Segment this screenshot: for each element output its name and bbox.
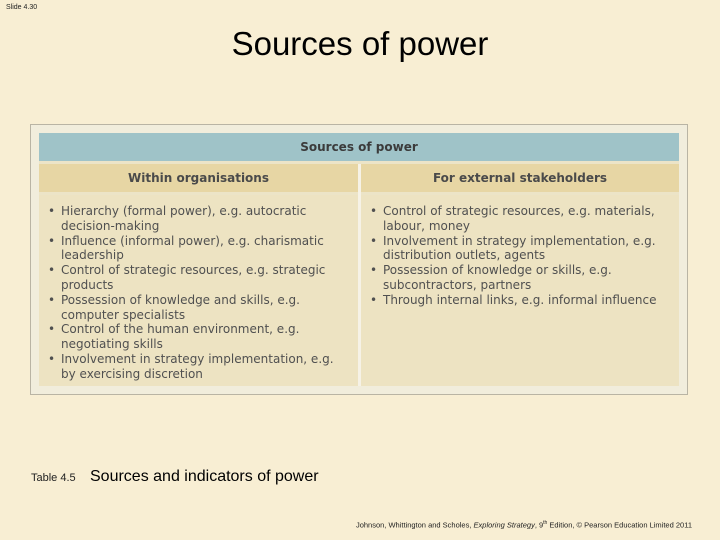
caption-text: Sources and indicators of power <box>90 468 319 485</box>
slide-number: Slide 4.30 <box>6 4 38 11</box>
caption-label: Table 4.5 <box>31 472 76 484</box>
list-item: • Through internal links, e.g. informal influence <box>369 293 673 308</box>
column-heading-within: Within organisations <box>39 164 358 192</box>
footer-edition-suffix: th <box>543 520 548 526</box>
list-item: • Possession of knowledge or skills, e.g. subcontractors, partners <box>369 263 673 293</box>
column-external-stakeholders <box>361 195 679 386</box>
list-item: • Influence (informal power), e.g. charismatic leadership <box>47 234 352 264</box>
copyright-footer <box>356 520 692 530</box>
sources-of-power-table <box>30 124 688 395</box>
list-item: • Involvement in strategy implementation, e.g. by exercising discretion <box>47 352 352 382</box>
within-list <box>47 204 352 382</box>
table-caption <box>31 468 319 486</box>
list-item: • Hierarchy (formal power), e.g. autocratic decision-making <box>47 204 352 234</box>
footer-authors: Johnson, Whittington and Scholes, <box>355 520 472 530</box>
list-item: • Control of the human environment, e.g. negotiating skills <box>47 322 352 352</box>
column-heading-external: For external stakeholders <box>361 164 679 192</box>
external-list <box>369 204 673 308</box>
slide-title: Sources of power <box>231 25 489 62</box>
table-body <box>39 133 679 386</box>
footer-book-title: Exploring Strategy <box>473 520 535 530</box>
list-item: • Involvement in strategy implementation, e.g. distribution outlets, agents <box>369 234 673 264</box>
list-item: • Control of strategic resources, e.g. strategic products <box>47 263 352 293</box>
column-within-organisations <box>39 195 358 386</box>
list-item: • Possession of knowledge and skills, e.g. computer specialists <box>47 293 352 323</box>
footer-edition: , 9 <box>534 520 544 530</box>
list-item: • Control of strategic resources, e.g. materials, labour, money <box>369 204 673 234</box>
table-header: Sources of power <box>39 133 679 161</box>
footer-copyright: Edition, © Pearson Education Limited 2011 <box>547 520 692 530</box>
